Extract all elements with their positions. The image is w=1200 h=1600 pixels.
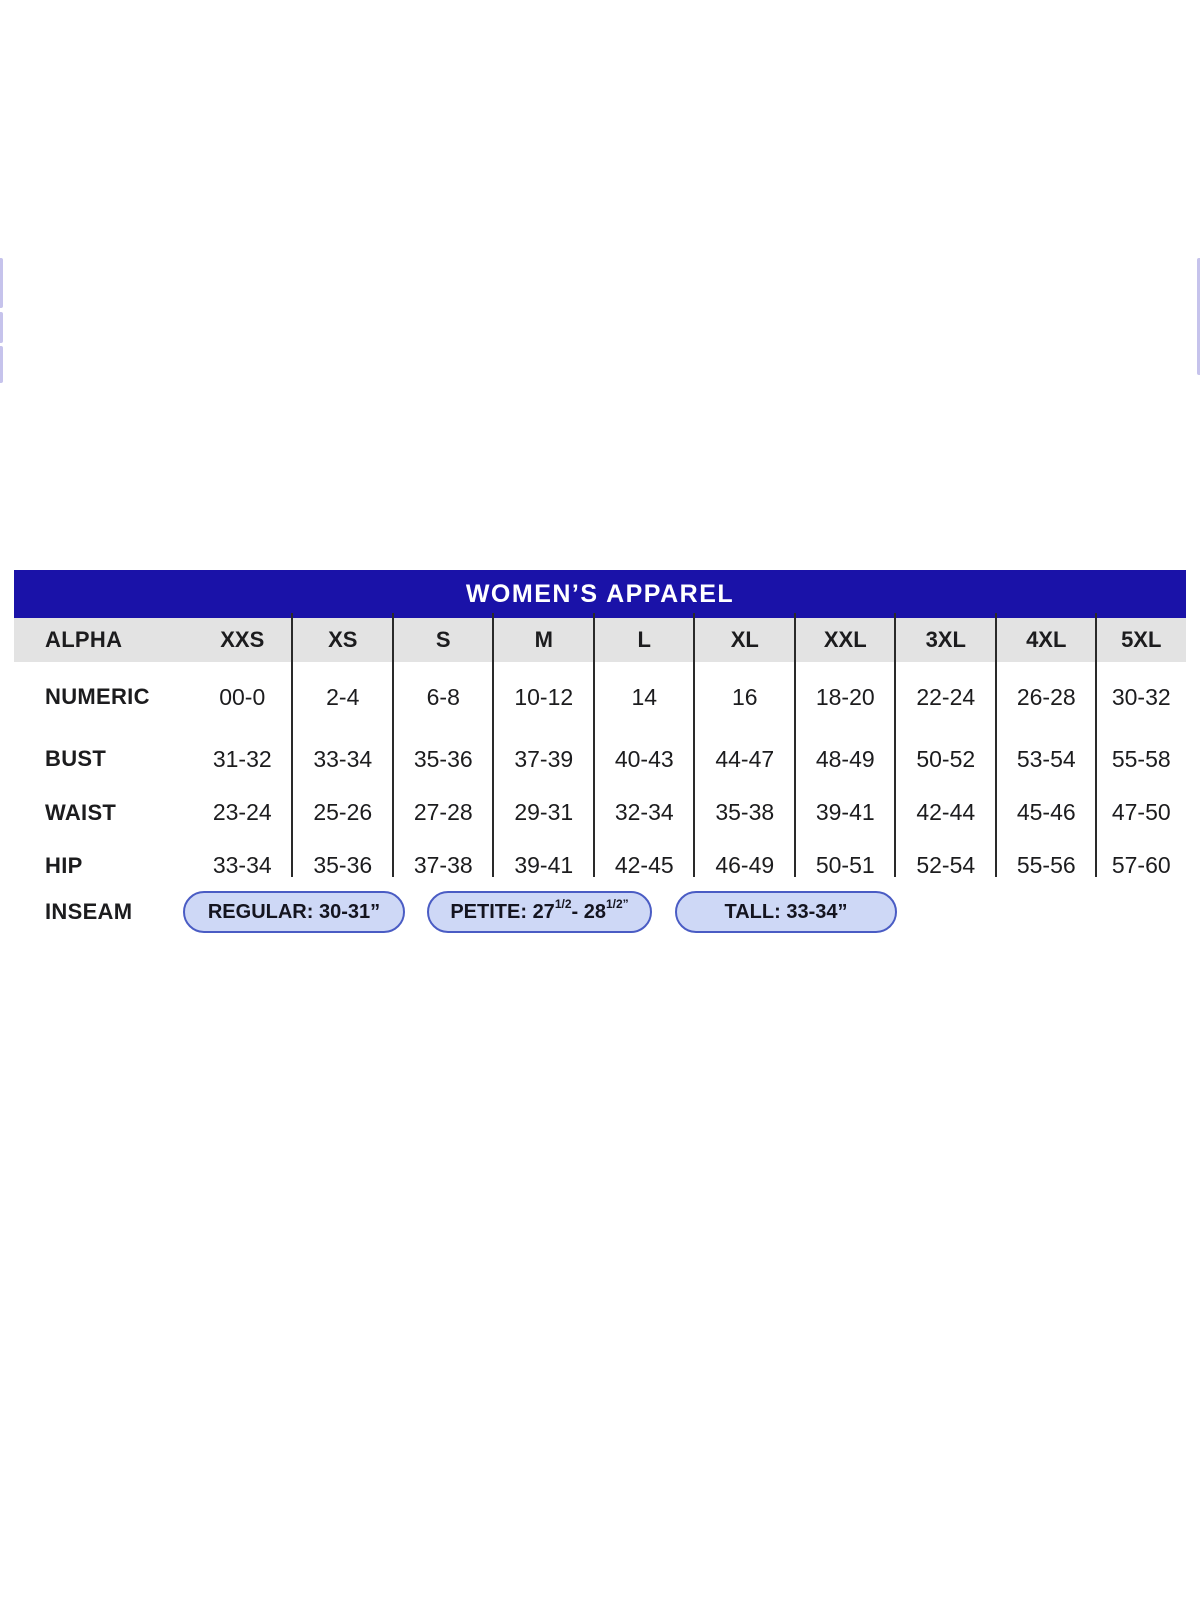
table-row-hip <box>14 839 1186 892</box>
value-cell: 23-24 <box>212 799 272 825</box>
value-cell: 37-38 <box>413 852 473 878</box>
value-cell: 10-12 <box>514 683 574 710</box>
size-chart-table <box>14 570 1186 940</box>
value-cell: 44-47 <box>715 745 775 772</box>
column-separator <box>492 613 494 877</box>
value-cell: 45-46 <box>1016 799 1076 825</box>
value-cell: 00-0 <box>219 683 266 710</box>
inseam-row <box>14 890 1186 934</box>
pill-value: 30-31” <box>318 900 381 923</box>
chart-title: WOMEN’S APPAREL <box>14 570 1186 618</box>
left-edge-carousel-sliver <box>0 258 3 308</box>
column-header-xl: XL <box>730 627 759 652</box>
column-separator <box>1095 613 1097 877</box>
value-cell: 6-8 <box>426 683 460 710</box>
value-cell: 52-54 <box>916 852 976 878</box>
inseam-pill-tall <box>675 891 897 933</box>
column-separator <box>392 613 394 877</box>
value-cell: 33-34 <box>313 745 373 772</box>
value-cell: 27-28 <box>413 799 473 825</box>
row-label: NUMERIC <box>45 684 150 709</box>
value-cell: 29-31 <box>514 799 574 825</box>
value-cell: 42-45 <box>614 852 674 878</box>
table-row-waist <box>14 786 1186 839</box>
value-cell: 33-34 <box>212 852 272 878</box>
value-cell: 22-24 <box>916 683 976 710</box>
row-label: BUST <box>45 746 107 771</box>
table-row-bust <box>14 732 1186 786</box>
inseam-pill-petite <box>427 891 652 933</box>
column-separator <box>693 613 695 877</box>
column-separator <box>593 613 595 877</box>
value-cell: 30-32 <box>1111 683 1171 710</box>
value-cell: 48-49 <box>815 745 875 772</box>
pill-fraction: 1/2” <box>605 897 629 911</box>
value-cell: 16 <box>731 683 758 710</box>
column-header-l: L <box>637 627 651 652</box>
value-cell: 47-50 <box>1111 799 1171 825</box>
value-cell: 26-28 <box>1016 683 1076 710</box>
value-cell: 37-39 <box>514 745 574 772</box>
value-cell: 40-43 <box>614 745 674 772</box>
column-separator <box>995 613 997 877</box>
value-cell: 35-36 <box>413 745 473 772</box>
value-cell: 14 <box>631 683 658 710</box>
value-cell: 55-56 <box>1016 852 1076 878</box>
pill-value: - 28 <box>571 900 606 923</box>
column-separator <box>291 613 293 877</box>
pill-value: 27 <box>532 900 555 923</box>
column-header-m: M <box>534 627 553 652</box>
value-cell: 31-32 <box>212 745 272 772</box>
left-edge-carousel-sliver <box>0 346 3 383</box>
value-cell: 53-54 <box>1016 745 1076 772</box>
row-label-inseam: INSEAM <box>45 899 133 924</box>
left-edge-carousel-sliver <box>0 312 3 343</box>
column-separator <box>894 613 896 877</box>
value-cell: 32-34 <box>614 799 674 825</box>
value-cell: 50-52 <box>916 745 976 772</box>
inseam-pill-regular <box>183 891 405 933</box>
row-label: HIP <box>45 852 83 878</box>
row-label: WAIST <box>45 799 117 825</box>
column-header-s: S <box>435 627 451 652</box>
value-cell: 55-58 <box>1111 745 1171 772</box>
value-cell: 42-44 <box>916 799 976 825</box>
column-separator <box>794 613 796 877</box>
value-cell: 57-60 <box>1111 852 1171 878</box>
table-row-numeric <box>14 662 1186 732</box>
value-cell: 2-4 <box>326 683 360 710</box>
column-header-3xl: 3XL <box>925 627 966 652</box>
pill-fraction: 1/2 <box>554 897 572 911</box>
pill-prefix: REGULAR: <box>207 900 319 923</box>
value-cell: 25-26 <box>313 799 373 825</box>
column-header-4xl: 4XL <box>1026 627 1067 652</box>
pill-prefix: PETITE: <box>450 900 533 923</box>
value-cell: 35-38 <box>715 799 775 825</box>
column-header-alpha: ALPHA <box>45 627 123 652</box>
value-cell: 35-36 <box>313 852 373 878</box>
pill-value: 33-34” <box>786 900 848 923</box>
column-header-xxs: XXS <box>220 627 265 652</box>
pill-prefix: TALL: <box>724 900 787 923</box>
column-header-5xl: 5XL <box>1121 627 1162 652</box>
value-cell: 39-41 <box>815 799 875 825</box>
size-header-row <box>14 618 1186 662</box>
value-cell: 50-51 <box>815 852 875 878</box>
column-header-xs: XS <box>328 627 358 652</box>
value-cell: 46-49 <box>715 852 775 878</box>
value-cell: 39-41 <box>514 852 574 878</box>
column-header-xxl: XXL <box>823 627 867 652</box>
value-cell: 18-20 <box>815 683 875 710</box>
